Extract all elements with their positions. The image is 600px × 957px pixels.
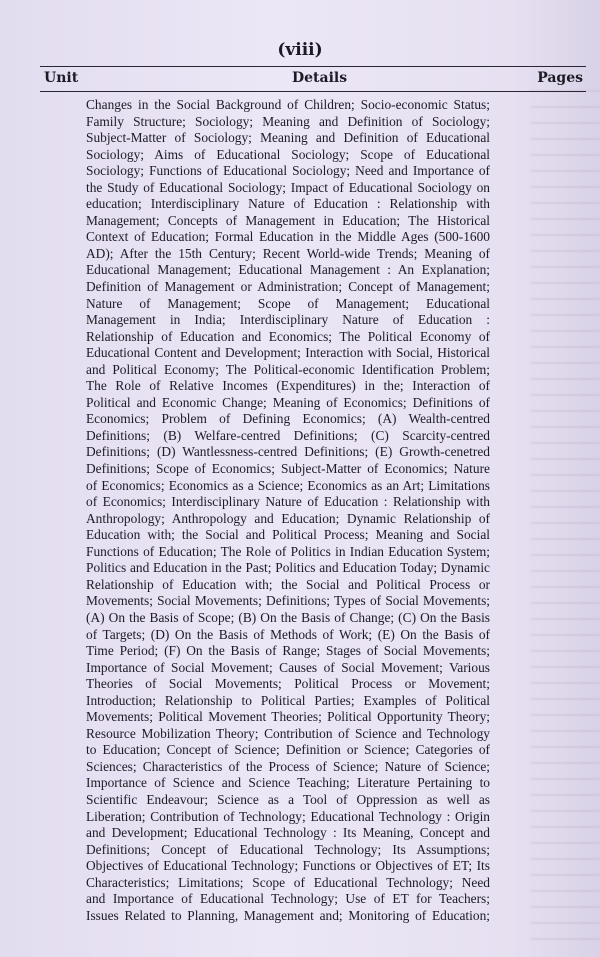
details-line: Definitions; (B) Welfare-centred Definitions; (C) Scarcity-centred xyxy=(86,427,490,443)
details-line: Functions of Education; The Role of Politics in Indian Education System; xyxy=(86,543,490,559)
details-line: Importance of Science and Science Teaching; Literature Pertaining to xyxy=(86,775,490,791)
details-line: Family Structure; Sociology; Meaning and Definition of Sociology; xyxy=(86,113,490,129)
details-line: and Political Economy; The Political-economic Identification Problem; xyxy=(86,361,490,377)
page-number: (viii) xyxy=(277,40,323,60)
details-line: Sociology; Functions of Educational Sociology; Need and Importance of xyxy=(86,163,490,179)
details-line: Movements; Social Movements; Definitions; Types of Social Movements; xyxy=(86,593,490,609)
details-line: Politics and Education in the Past; Politics and Education Today; Dynamic xyxy=(86,560,490,576)
details-line: of Targets; (D) On the Basis of Methods of Work; (E) On the Basis of xyxy=(86,626,490,642)
details-line: Economics; Problem of Defining Economics; (A) Wealth-centred xyxy=(86,411,490,427)
details-text xyxy=(86,97,490,924)
details-line: Liberation; Contribution of Technology; Educational Technology : Origin xyxy=(86,808,490,824)
details-line: and Development; Educational Technology : Its Meaning, Concept and xyxy=(86,825,490,841)
table-header xyxy=(40,66,586,92)
details-line: Political and Economic Change; Meaning of Economics; Definitions of xyxy=(86,394,490,410)
details-line: Definitions; (D) Wantlessness-centred Definitions; (E) Growth-cenetred xyxy=(86,444,490,460)
details-line: Sociology; Aims of Educational Sociology; Scope of Educational xyxy=(86,146,490,162)
details-line: Sciences; Characteristics of the Process of Science; Nature of Science; xyxy=(86,758,490,774)
details-line: Definitions; Scope of Economics; Subject-Matter of Economics; Nature xyxy=(86,461,490,477)
details-line: Education with; the Social and Political Process; Meaning and Social xyxy=(86,527,490,543)
details-line: Time Period; (F) On the Basis of Range; Stages of Social Movements; xyxy=(86,643,490,659)
header-details: Details xyxy=(292,70,348,86)
details-line: Importance of Social Movement; Causes of Social Movement; Various xyxy=(86,659,490,675)
details-line: The Role of Relative Incomes (Expenditures) in the; Interaction of xyxy=(86,378,490,394)
details-line: the Study of Educational Sociology; Impact of Educational Sociology on xyxy=(86,179,490,195)
details-line: Management; Concepts of Management in Education; The Historical xyxy=(86,212,490,228)
details-line: Changes in the Social Background of Children; Socio-economic Status; xyxy=(86,97,490,112)
details-line: Relationship of Education and Economics; The Political Economy of xyxy=(86,328,490,344)
details-line: Issues Related to Planning, Management and; Monitoring of Education; xyxy=(86,907,490,923)
details-line: Relationship of Education with; the Social and Political Process or xyxy=(86,576,490,592)
details-line: Definitions; Concept of Educational Technology; Its Assumptions; xyxy=(86,841,490,857)
details-line: Educational Management; Educational Management : An Explanation; xyxy=(86,262,490,278)
details-line: Objectives of Educational Technology; Functions or Objectives of ET; Its xyxy=(86,858,490,874)
details-line: Scientific Endeavour; Science as a Tool of Oppression as well as xyxy=(86,791,490,807)
details-line: of Economics; Interdisciplinary Nature of Education : Relationship with xyxy=(86,494,490,510)
header-unit: Unit xyxy=(44,70,79,86)
details-line: (A) On the Basis of Scope; (B) On the Basis of Change; (C) On the Basis xyxy=(86,609,490,625)
details-line: and Importance of Educational Technology; Use of ET for Teachers; xyxy=(86,891,490,907)
details-line: Theories of Social Movements; Political Process or Movement; xyxy=(86,676,490,692)
details-line: Anthropology; Anthropology and Education; Dynamic Relationship of xyxy=(86,510,490,526)
details-line: Characteristics; Limitations; Scope of Educational Technology; Need xyxy=(86,874,490,890)
details-line: of Economics; Economics as a Science; Economics as an Art; Limitations xyxy=(86,477,490,493)
details-line: Nature of Management; Scope of Management; Educational xyxy=(86,295,490,311)
details-line: Movements; Political Movement Theories; Political Opportunity Theory; xyxy=(86,709,490,725)
details-line: AD); After the 15th Century; Recent World-wide Trends; Meaning of xyxy=(86,245,490,261)
details-line: Management in India; Interdisciplinary Nature of Education : xyxy=(86,312,490,328)
details-line: Introduction; Relationship to Political Parties; Examples of Political xyxy=(86,692,490,708)
details-line: Resource Mobilization Theory; Contribution of Science and Technology xyxy=(86,725,490,741)
details-line: Context of Education; Formal Education in the Middle Ages (500-1600 xyxy=(86,229,490,245)
bleed-through-shadow xyxy=(530,90,600,940)
details-line: Educational Content and Development; Interaction with Social, Historical xyxy=(86,345,490,361)
details-line: Subject-Matter of Sociology; Meaning and Definition of Educational xyxy=(86,130,490,146)
header-pages: Pages xyxy=(537,70,583,86)
details-line: education; Interdisciplinary Nature of Education : Relationship with xyxy=(86,196,490,212)
details-line: Definition of Management or Administration; Concept of Management; xyxy=(86,279,490,295)
details-line: to Education; Concept of Science; Definition or Science; Categories of xyxy=(86,742,490,758)
